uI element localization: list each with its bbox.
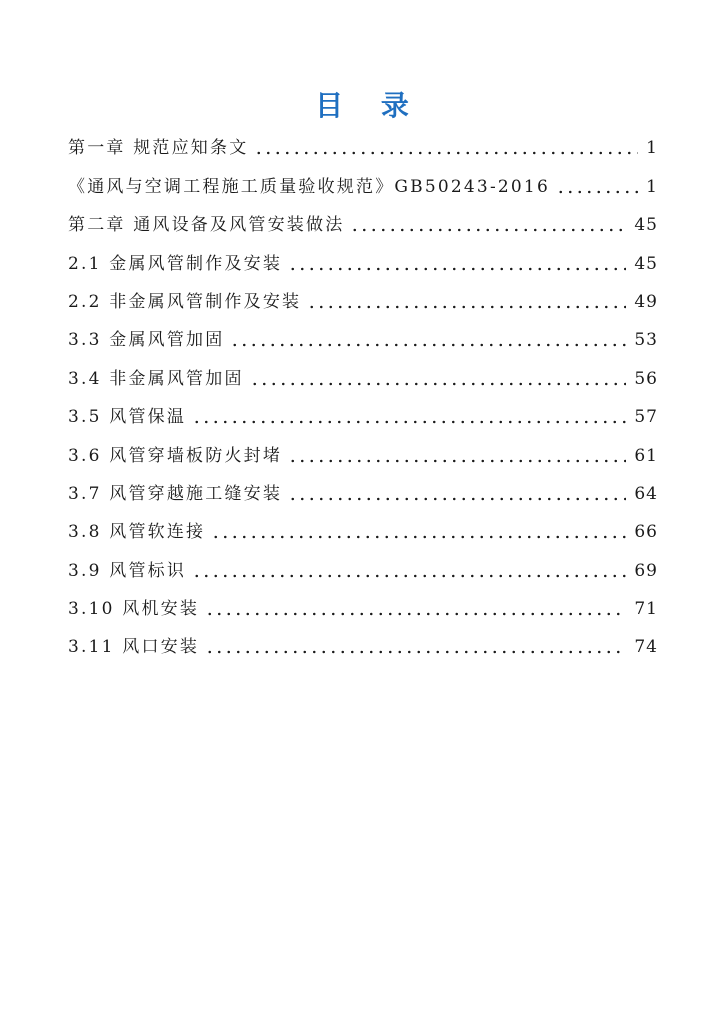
toc-title: 目 录 [315,89,423,122]
toc-entry-label: 3.11 风口安装 [68,637,200,658]
toc-dot-leader [192,420,626,424]
toc-entry-page: 49 [634,291,658,312]
toc-entry-page: 53 [634,330,658,351]
toc-entry-label: 3.5 风管保温 [68,407,187,428]
toc-entry[interactable] [68,625,658,663]
toc-dot-leader [205,612,626,616]
toc-entry-page: 66 [634,522,658,543]
toc-entry[interactable] [68,472,658,510]
toc-entry-page: 74 [634,637,658,658]
toc-entry[interactable] [68,395,658,433]
toc-entry-label: 第二章 通风设备及风管安装做法 [68,215,345,236]
toc-dot-leader [250,382,627,386]
toc-dot-leader [211,535,626,539]
toc-entry[interactable] [68,280,658,318]
toc-dot-leader [556,190,638,194]
toc-entry-page: 56 [634,368,658,389]
toc-entry-label: 第一章 规范应知条文 [68,138,249,159]
toc-entry-label: 《通风与空调工程施工质量验收规范》GB50243-2016 [68,176,550,197]
toc-dot-leader [288,459,626,463]
toc-entry-label: 3.3 金属风管加固 [68,330,225,351]
toc-list [68,126,658,663]
toc-entry-page: 61 [634,445,658,466]
toc-entry-label: 3.8 风管软连接 [68,522,206,543]
toc-entry-label: 3.10 风机安装 [68,599,200,620]
toc-entry-page: 45 [634,215,658,236]
toc-entry[interactable] [68,510,658,548]
toc-entry-page: 1 [646,176,658,197]
toc-entry[interactable] [68,587,658,625]
toc-entry-page: 71 [634,599,658,620]
toc-entry[interactable] [68,548,658,586]
toc-dot-leader [205,650,626,654]
toc-dot-leader [288,497,626,501]
toc-entry-label: 2.1 金属风管制作及安装 [68,253,283,274]
toc-entry[interactable] [68,164,658,202]
toc-dot-leader [350,228,626,232]
toc-entry-page: 64 [634,483,658,504]
toc-entry-label: 3.4 非金属风管加固 [68,368,244,389]
toc-entry[interactable] [68,126,658,164]
toc-entry[interactable] [68,318,658,356]
toc-entry-page: 1 [646,138,658,159]
toc-entry[interactable] [68,203,658,241]
toc-entry[interactable] [68,433,658,471]
toc-entry-page: 69 [634,560,658,581]
toc-dot-leader [192,574,626,578]
toc-entry-label: 3.6 风管穿墙板防火封堵 [68,445,283,466]
toc-dot-leader [307,305,626,309]
toc-dot-leader [230,343,626,347]
toc-entry-label: 3.9 风管标识 [68,560,187,581]
toc-entry-label: 3.7 风管穿越施工缝安装 [68,483,283,504]
toc-dot-leader [254,151,638,155]
toc-entry-label: 2.2 非金属风管制作及安装 [68,291,302,312]
toc-entry-page: 57 [634,407,658,428]
toc-entry[interactable] [68,356,658,394]
toc-dot-leader [288,267,626,271]
toc-entry-page: 45 [634,253,658,274]
toc-entry[interactable] [68,241,658,279]
